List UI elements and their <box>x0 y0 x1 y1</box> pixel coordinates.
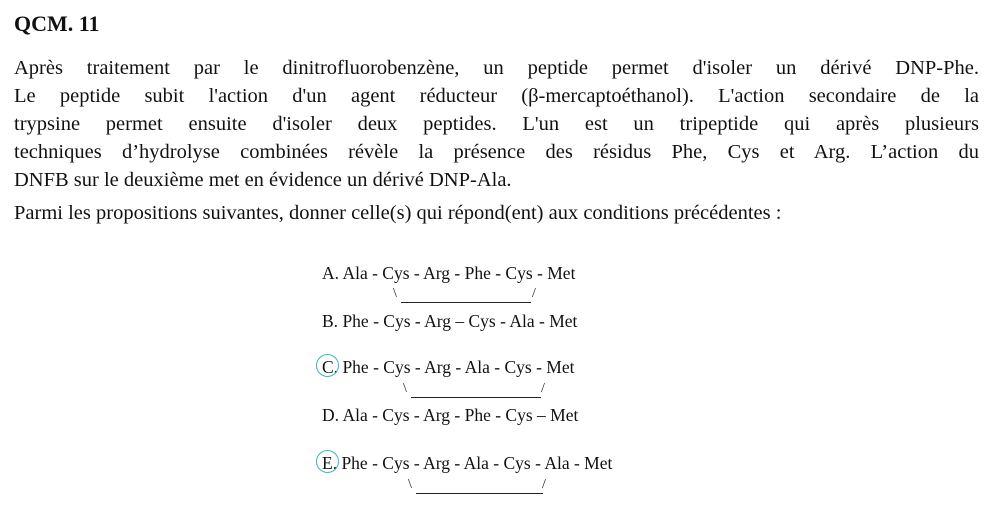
option-sequence: Ala - Cys - Arg - Phe - Cys - Met <box>342 263 576 283</box>
option-d[interactable] <box>322 404 578 426</box>
statement-line: DNFB sur le deuxième met en évidence un dérivé DNP-Ala. <box>14 169 512 191</box>
selection-circle-icon <box>316 450 339 473</box>
option-letter: C. <box>322 356 338 378</box>
disulfide-bond-left: \ <box>403 381 407 396</box>
disulfide-bond-right: / <box>532 286 536 301</box>
option-letter: A. <box>322 263 340 283</box>
statement-line: techniques d’hydrolyse combinées révèle la présence des résidus Phe, Cys et Arg. L’action du <box>14 141 979 163</box>
disulfide-bond-right: / <box>541 381 545 396</box>
option-letter: E. <box>322 452 337 474</box>
selection-circle-icon <box>316 354 339 377</box>
option-sequence: Phe - Cys - Arg - Ala - Cys - Ala - Met <box>341 453 613 473</box>
disulfide-bond-line <box>416 493 543 494</box>
disulfide-bond-left: \ <box>393 286 397 301</box>
option-a[interactable] <box>322 262 575 284</box>
option-b[interactable] <box>322 310 577 332</box>
option-sequence: Phe - Cys - Arg – Cys - Ala - Met <box>342 311 578 331</box>
option-c[interactable] <box>322 356 574 378</box>
option-sequence: Ala - Cys - Arg - Phe - Cys – Met <box>342 405 579 425</box>
disulfide-bond-left: \ <box>408 477 412 492</box>
question-prompt: Parmi les propositions suivantes, donner celle(s) qui répond(ent) aux conditions précédentes : <box>14 202 782 224</box>
disulfide-bond-line <box>411 397 541 398</box>
question-statement <box>14 54 979 194</box>
disulfide-bond-right: / <box>542 477 546 492</box>
option-letter: D. <box>322 405 340 425</box>
question-title: QCM. 11 <box>14 11 100 36</box>
option-letter: B. <box>322 311 339 331</box>
option-sequence: Phe - Cys - Arg - Ala - Cys - Met <box>342 357 575 377</box>
statement-line: Le peptide subit l'action d'un agent réducteur (β-mercaptoéthanol). L'action secondaire de la <box>14 85 979 107</box>
option-e[interactable] <box>322 452 612 474</box>
statement-line: trypsine permet ensuite d'isoler deux peptides. L'un est un tripeptide qui après plusieurs <box>14 113 979 135</box>
statement-line: Après traitement par le dinitrofluorobenzène, un peptide permet d'isoler un dérivé DNP-Phe. <box>14 57 979 79</box>
disulfide-bond-line <box>401 302 531 303</box>
